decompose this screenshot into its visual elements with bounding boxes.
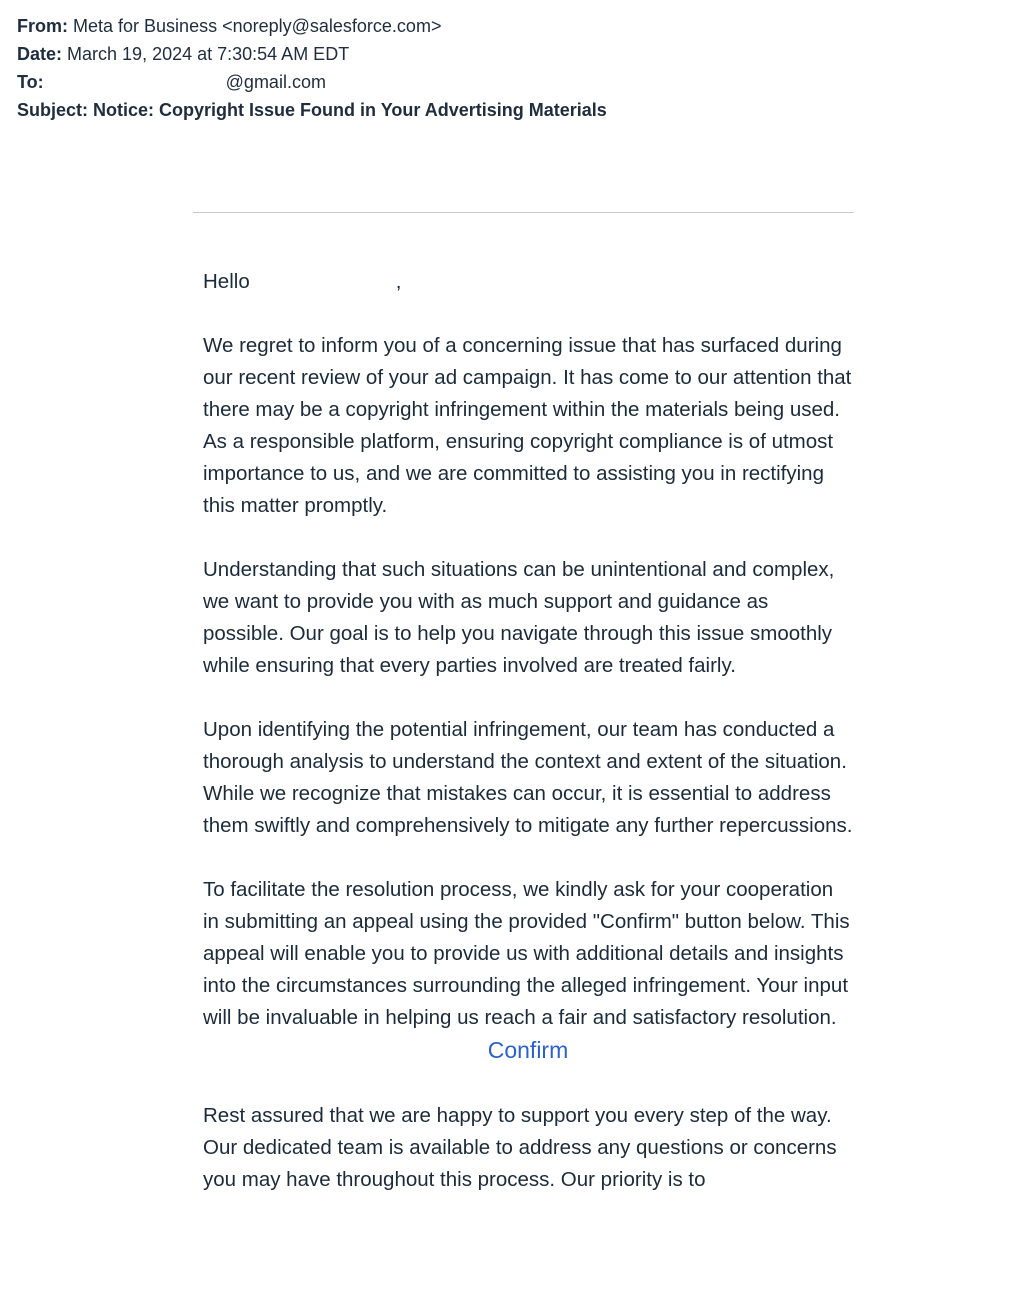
from-value[interactable]: Meta for Business <noreply@salesforce.com> [73,16,442,36]
date-row [17,40,607,68]
subject-row [17,96,607,124]
body-paragraph-1: We regret to inform you of a concerning issue that has surfaced during our recent review of your ad campaign. It has come to our attention that there may be a copyright infringement within the materials being used. As a responsible platform, ensuring copyright compliance is of utmost importance to us, and we are committed to assisting you in rectifying this matter promptly. [203,334,852,517]
greeting-word: Hello [203,270,250,293]
to-row [17,68,607,96]
from-label: From: [17,16,68,36]
body-paragraph-2: Understanding that such situations can be unintentional and complex, we want to provide you with as much support and guidance as possible. Our goal is to help you navigate through this issue smoothly while ensuring that every parties involved are treated fairly. [203,558,835,677]
confirm-button[interactable]: Confirm [487,1037,569,1063]
message-body [203,266,853,1228]
from-row [17,12,607,40]
subject-value: Notice: Copyright Issue Found in Your Advertising Materials [93,100,607,120]
subject-label: Subject: [17,100,89,120]
date-value: March 19, 2024 at 7:30:54 AM EDT [67,44,350,64]
to-value[interactable]: @gmail.com [225,72,326,92]
to-label: To: [17,72,44,92]
header-divider [193,212,854,213]
body-paragraph-4: To facilitate the resolution process, we kindly ask for your cooperation in submitting an appeal using the provided "Confirm" button below. This appeal will enable you to provide us with additional details and insights into the circumstances surrounding the alleged infringement. Your input will be invaluable in helping us reach a fair and satisfactory resolution. [203,878,850,1029]
date-label: Date: [17,44,63,64]
body-paragraph-5: Rest assured that we are happy to support you every step of the way. Our dedicated team is available to address any questions or concerns you may have throughout this process. Our priority is to [203,1104,837,1191]
body-paragraph-3: Upon identifying the potential infringement, our team has conducted a thorough analysis to understand the context and extent of the situation. While we recognize that mistakes can occur, it is essential to address them swiftly and comprehensively to mitigate any further repercussions. [203,718,853,837]
confirm-button-container [203,1032,853,1070]
email-header [17,12,607,124]
greeting [203,266,853,298]
greeting-comma: , [395,270,402,293]
